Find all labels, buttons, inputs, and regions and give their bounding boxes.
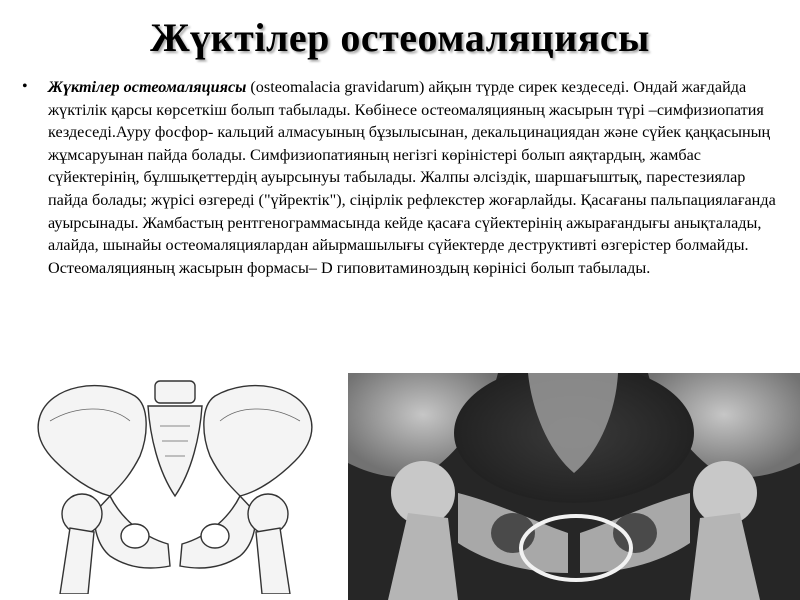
- pelvis-xray-icon: [348, 373, 800, 600]
- bullet: •: [22, 78, 28, 95]
- pelvis-illustration-icon: [30, 376, 320, 594]
- pelvis-illustration: [30, 376, 320, 594]
- pelvis-xray: [348, 373, 800, 600]
- body-paragraph: [22, 76, 782, 279]
- paragraph-term: Жүктілер остеомаляциясы: [48, 78, 247, 96]
- slide-title: Жүктілер остеомаляциясы: [150, 15, 650, 60]
- paragraph-text: [48, 76, 782, 279]
- paragraph-body: (osteomalacia gravidarum) айқын түрде сирек кездеседі. Ондай жағдайда жүктілік қарсы көрсеткіш болып табылады. Көбінесе остеомаляцияның жасырын түрі –симфизиопатия кездеседі.Ауру фосфор- кальций алмасуының бұзылысынан, декальцинациядан және сүйек қаңқасының жұмсаруынан пайда болады. Симфизиопатияның негізгі көріністері болып аяқтардың, жамбас сүйектерінің, бұлшықеттердің ауырсынуы табылады. Жалпы әлсіздік, шаршағыштық, парестезиялар пайда болады; жүрісі өзгереді ("үйректік"), сіңірлік рефлекстер жоғарлайды. Қасағаны пальпациялағанда ауырсынады. Жамбастың рентгенограммасында кейде қасаға сүйектерінің ажырағандығы анықталады, алайда, шынайы остеомаляциялардан айырмашылығы сүйектерде деструктивті өзгерістер болмайды. Остеомаляцияның жасырын формасы– D гиповитаминоздың көрінісі болып табылады.: [48, 78, 776, 277]
